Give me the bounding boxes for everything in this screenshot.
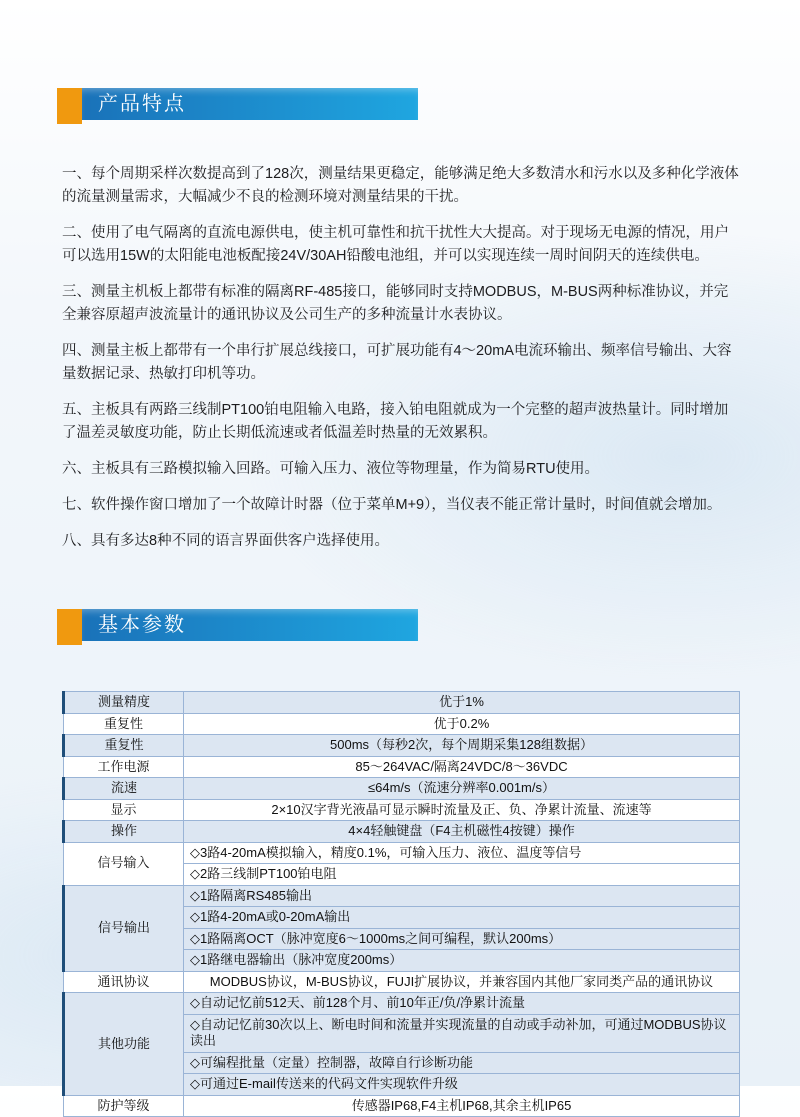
param-label: 信号输入 [64, 842, 184, 885]
param-label: 信号输出 [64, 885, 184, 971]
param-label: 工作电源 [64, 756, 184, 778]
param-value: ≤64m/s（流速分辨率0.001m/s） [184, 778, 740, 800]
feature-list [62, 163, 740, 553]
table-row [64, 756, 740, 778]
param-label: 流速 [64, 778, 184, 800]
features-header-bar [82, 88, 418, 120]
param-value: ◇1路隔离OCT（脉冲宽度6～1000ms之间可编程，默认200ms） [184, 928, 740, 950]
feature-paragraph-8: 八、具有多达8种不同的语言界面供客户选择使用。 [62, 533, 390, 549]
param-label: 显示 [64, 799, 184, 821]
feature-paragraph-7: 七、软件操作窗口增加了一个故障计时器（位于菜单M+9），当仪表不能正常计量时，时间值就会增加。 [62, 497, 722, 513]
param-label: 其他功能 [64, 993, 184, 1096]
param-value: ◇1路继电器输出（脉冲宽度200ms） [184, 950, 740, 972]
orange-accent-block [57, 609, 82, 645]
param-label: 重复性 [64, 713, 184, 735]
feature-paragraph-2: 二、使用了电气隔离的直流电源供电，使主机可靠性和抗干扰性大大提高。对于现场无电源的情况，用户可以选用15W的太阳能电池板配接24V/30AH铅酸电池组，并可以实现连续一周时间阴天的连续供电。 [62, 225, 729, 264]
param-value: 2×10汉字背光液晶可显示瞬时流量及正、负、净累计流量、流速等 [184, 799, 740, 821]
param-value: 500ms（每秒2次，每个周期采集128组数据） [184, 735, 740, 757]
section-header-features [57, 88, 800, 124]
param-value: ◇可通过E-mail传送来的代码文件实现软件升级 [184, 1074, 740, 1096]
feature-paragraph-4: 四、测量主板上都带有一个串行扩展总线接口，可扩展功能有4～20mA电流环输出、频率信号输出、大容量数据记录、热敏打印机等功。 [62, 343, 732, 382]
features-section-title: 产品特点 [98, 93, 186, 115]
product-features-section [0, 0, 800, 553]
table-row [64, 885, 740, 907]
param-value: ◇自动记忆前30次以上、断电时间和流量并实现流量的自动或手动补加，可通过MODBUS协议读出 [184, 1014, 740, 1052]
feature-paragraph-3: 三、测量主机板上都带有标准的隔离RF-485接口，能够同时支持MODBUS，M-BUS两种标准协议，并完全兼容原超声波流量计的通讯协议及公司生产的多种流量计水表协议。 [62, 284, 729, 323]
param-value: ◇3路4-20mA模拟输入，精度0.1%，可输入压力、液位、温度等信号 [184, 842, 740, 864]
table-row [64, 971, 740, 993]
param-label: 重复性 [64, 735, 184, 757]
table-row [64, 778, 740, 800]
parameters-table [62, 691, 740, 1117]
param-value: 优于1% [184, 692, 740, 714]
param-label: 测量精度 [64, 692, 184, 714]
param-value: MODBUS协议，M-BUS协议，FUJI扩展协议，并兼容国内其他厂家同类产品的通讯协议 [184, 971, 740, 993]
params-header-bar [82, 609, 418, 641]
param-value: ◇1路隔离RS485输出 [184, 885, 740, 907]
param-value: ◇2路三线制PT100铂电阻 [184, 864, 740, 886]
param-label: 操作 [64, 821, 184, 843]
table-row [64, 799, 740, 821]
param-value: 传感器IP68,F4主机IP68,其余主机IP65 [184, 1095, 740, 1117]
table-row [64, 1095, 740, 1117]
section-header-params [57, 609, 800, 645]
orange-accent-block [57, 88, 82, 124]
feature-paragraph-5: 五、主板具有两路三线制PT100铂电阻输入电路，接入铂电阻就成为一个完整的超声波热量计。同时增加了温差灵敏度功能，防止长期低流速或者低温差时热量的无效累积。 [62, 402, 729, 441]
param-value: 优于0.2% [184, 713, 740, 735]
param-value: ◇自动记忆前512天、前128个月、前10年正/负/净累计流量 [184, 993, 740, 1015]
param-label: 通讯协议 [64, 971, 184, 993]
feature-paragraph-1: 一、每个周期采样次数提高到了128次，测量结果更稳定，能够满足绝大多数清水和污水以及多种化学液体的流量测量需求，大幅减少不良的检测环境对测量结果的干扰。 [62, 166, 739, 205]
param-value: 85～264VAC/隔离24VDC/8～36VDC [184, 756, 740, 778]
basic-parameters-section [0, 609, 800, 1117]
params-section-title: 基本参数 [98, 614, 186, 636]
feature-paragraph-6: 六、主板具有三路模拟输入回路。可输入压力、液位等物理量，作为简易RTU使用。 [62, 461, 600, 477]
param-value: ◇可编程批量（定量）控制器，故障自行诊断功能 [184, 1052, 740, 1074]
table-row [64, 713, 740, 735]
table-row [64, 821, 740, 843]
param-value: ◇1路4-20mA或0-20mA输出 [184, 907, 740, 929]
param-value: 4×4轻触键盘（F4主机磁性4按键）操作 [184, 821, 740, 843]
param-label: 防护等级 [64, 1095, 184, 1117]
table-row [64, 735, 740, 757]
table-row [64, 993, 740, 1015]
table-row [64, 842, 740, 864]
table-row [64, 692, 740, 714]
